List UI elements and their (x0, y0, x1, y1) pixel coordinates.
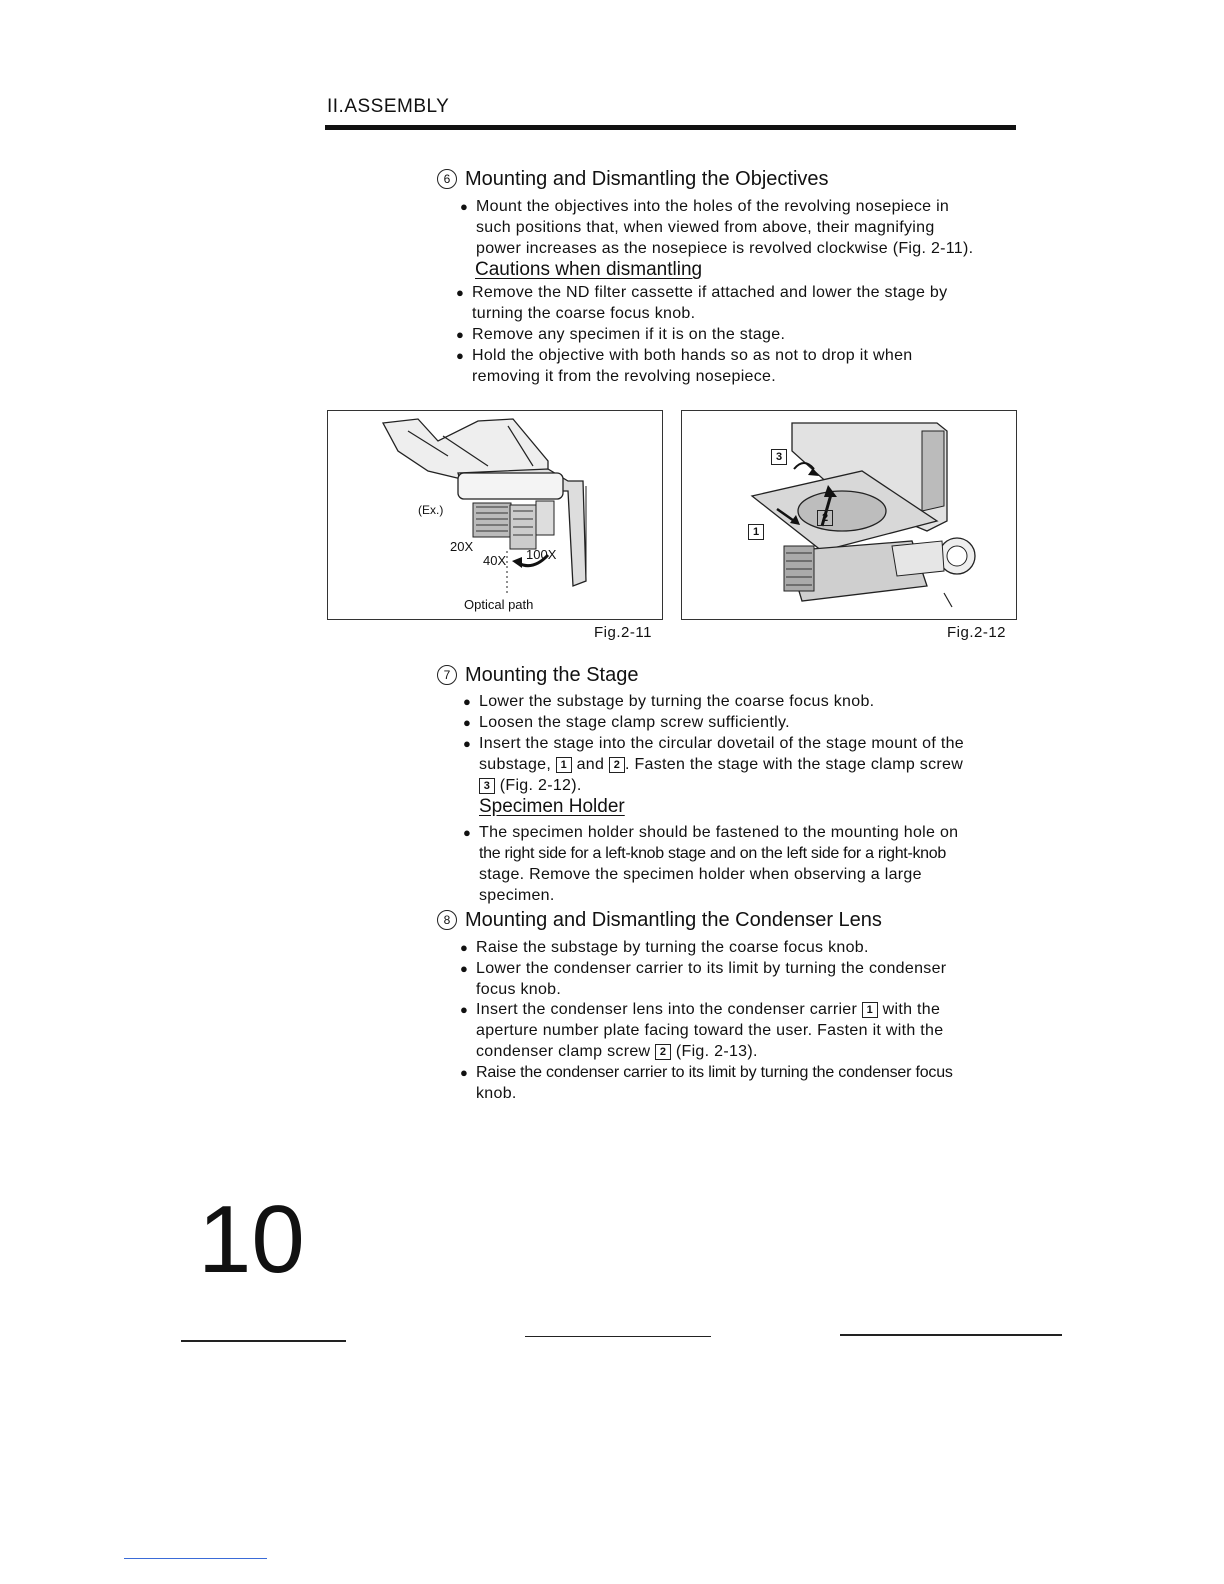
marker-1-box: 1 (556, 757, 572, 773)
text-line: knob. (476, 1085, 517, 1102)
footer-rule (525, 1336, 711, 1337)
text-line: ● Lower the condenser carrier to its limit by turning the condenser (476, 960, 947, 977)
fig12-marker-2 (817, 509, 833, 527)
text-line: focus knob. (476, 981, 562, 998)
fig12-marker-3 (771, 448, 787, 466)
text-fragment: (Fig. 2-12). (499, 777, 582, 794)
text-line: removing it from the revolving nosepiece. (472, 368, 776, 385)
specimen-holder-heading: Specimen Holder (479, 796, 625, 817)
text-fragment: (Fig. 2-13). (675, 1043, 758, 1060)
header-title: II.ASSEMBLY (327, 96, 450, 117)
section-6-number: 6 (437, 169, 457, 189)
text-line: the right side for a left-knob stage and on the left side for a right-knob (479, 845, 946, 862)
text-line: ● Hold the objective with both hands so as not to drop it when (472, 347, 913, 364)
section-8-number: 8 (437, 910, 457, 930)
text-fragment: substage, (479, 756, 552, 773)
section-6-heading (437, 168, 829, 191)
text-line: ● Insert the stage into the circular dovetail of the stage mount of the (479, 735, 964, 752)
label-20x: 20X (450, 539, 474, 554)
page-number: 10 (198, 1186, 305, 1293)
text-line: aperture number plate facing toward the user. Fasten it with the (476, 1022, 944, 1039)
text-line (476, 999, 943, 1020)
text-line: stage. Remove the specimen holder when observing a large (479, 866, 922, 883)
text-line: ● Remove any specimen if it is on the stage. (472, 326, 786, 343)
specimen-holder-bullet (479, 822, 958, 906)
text-line (479, 754, 964, 775)
stage-mount-illustration (682, 411, 1016, 619)
label-100x: 100X (526, 547, 557, 562)
section-7-number: 7 (437, 665, 457, 685)
text-line: ● Raise the condenser carrier to its limit by turning the condenser focus (476, 1064, 953, 1081)
text-line (479, 775, 964, 796)
text-line: ● The specimen holder should be fastened to the mounting hole on (479, 824, 959, 841)
section-8-heading (437, 909, 882, 932)
label-optical-path: Optical path (464, 597, 534, 612)
label-40x: 40X (483, 553, 507, 568)
section-8-title: Mounting and Dismantling the Condenser Lens (465, 909, 882, 931)
section-8-bullet (476, 1062, 953, 1104)
marker-1-box: 1 (862, 1002, 878, 1018)
text-fragment: . Fasten the stage with the stage clamp screw (624, 756, 964, 773)
figure-2-12-caption: Fig.2-12 (947, 624, 1007, 641)
label-ex: (Ex.) (418, 503, 444, 517)
marker-3-box: 3 (479, 778, 495, 794)
figure-2-11-caption: Fig.2-11 (594, 624, 652, 641)
section-8-bullet: ● Raise the substage by turning the coarse focus knob. (476, 937, 869, 958)
section-6-paragraph (476, 196, 973, 259)
caution-item (472, 282, 947, 324)
text-line: such positions that, when viewed from above, their magnifying (476, 219, 935, 236)
footer-rule (840, 1334, 1062, 1336)
footer-rule (181, 1340, 346, 1342)
cautions-heading: Cautions when dismantling (475, 259, 703, 280)
text-fragment: condenser clamp screw (476, 1043, 651, 1060)
section-7-bullet (479, 733, 964, 796)
objectives-illustration (328, 411, 662, 619)
text-fragment: with the (882, 1001, 941, 1018)
text-fragment: and (576, 756, 605, 773)
text-line: turning the coarse focus knob. (472, 305, 696, 322)
header-rule (325, 125, 1016, 130)
text-fragment: Insert the condenser lens into the condenser carrier (476, 1001, 858, 1018)
section-7-title: Mounting the Stage (465, 664, 639, 686)
section-7-bullet: ● Lower the substage by turning the coarse focus knob. (479, 691, 874, 712)
section-7-heading (437, 664, 638, 687)
marker-3-box: 3 (771, 449, 787, 465)
text-line: ● Remove the ND filter cassette if attached and lower the stage by (472, 284, 948, 301)
figure-2-12 (681, 410, 1017, 620)
text-line (476, 1041, 943, 1062)
fig12-marker-1 (748, 523, 764, 541)
marker-1-box: 1 (748, 524, 764, 540)
text-line: specimen. (479, 887, 555, 904)
caution-item (472, 324, 785, 345)
text-line: power increases as the nosepiece is revolved clockwise (Fig. 2-11). (476, 240, 974, 257)
section-6-title: Mounting and Dismantling the Objectives (465, 168, 829, 190)
figure-2-11 (327, 410, 663, 620)
marker-2-box: 2 (609, 757, 625, 773)
marker-2-box: 2 (817, 510, 833, 526)
caution-item (472, 345, 912, 387)
section-7-bullet: ● Loosen the stage clamp screw sufficiently. (479, 712, 790, 733)
section-8-bullet (476, 958, 946, 1000)
bottom-stub-line (124, 1558, 267, 1559)
text-line: ● Mount the objectives into the holes of the revolving nosepiece in (476, 198, 950, 215)
section-8-bullet (476, 999, 943, 1062)
marker-2-box: 2 (655, 1044, 671, 1060)
